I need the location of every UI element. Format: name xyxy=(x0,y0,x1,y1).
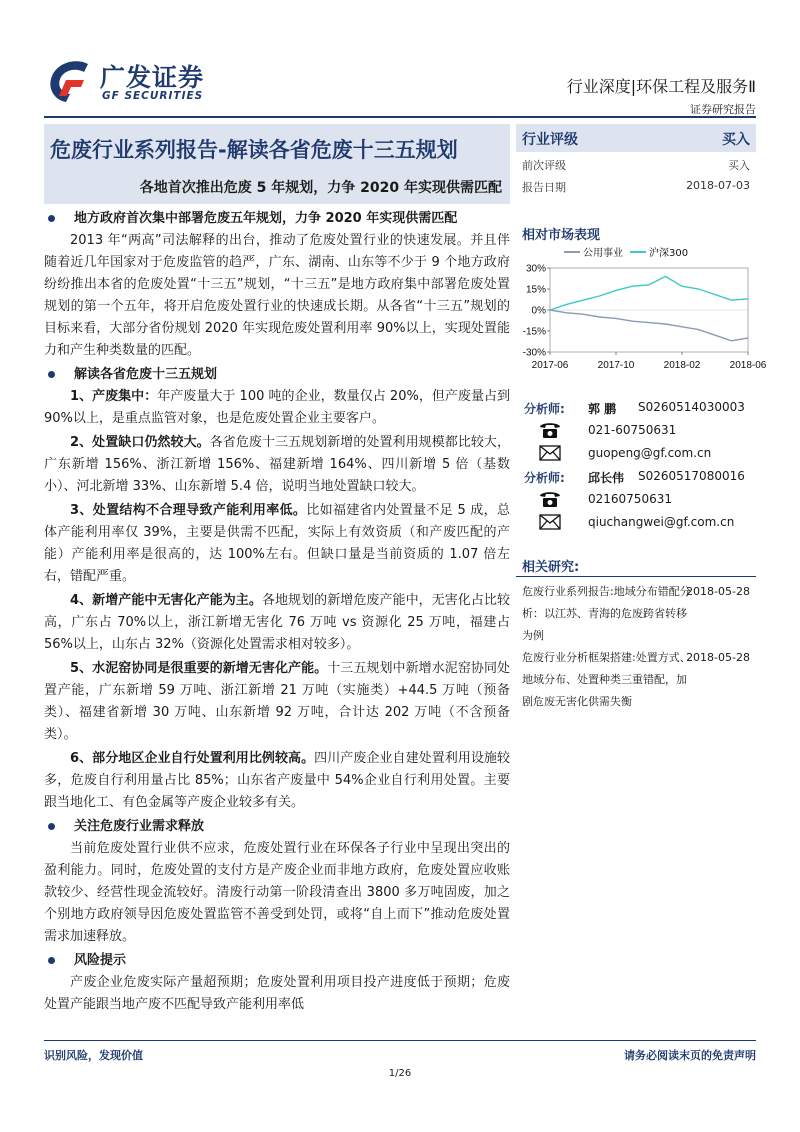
paragraph-lead: 2、处置缺口仍然较大。 xyxy=(70,435,210,450)
y-tick-label: 0% xyxy=(531,305,546,317)
paragraph: 当前危废处置行业供不应求，危废处置行业在环保各子行业中呈现出突出的盈利能力。同时，危废处置的支付方是产废企业而非地方政府，危废处置应收账款较少、经营性现金流较好。清废行动第一阶段清查出 3800 多万吨固废，加之个别地方政府领导因危废处置监管不善受到处罚，或将“自上而下”推动危废处置需求加速释放。 xyxy=(44,841,510,944)
paragraph-text: 比如福建省内处置量不足 5 成，总体产能利用率仅 39%，主要是供需不匹配，实际上有效资质（和产废匹配的产能）产能利用率是很高的，达 100%左右。但缺口量是当前资质的 1.07 倍左右，错配严重。 xyxy=(44,503,511,584)
analyst-phone-row xyxy=(516,419,756,442)
x-tick-label: 2017-06 xyxy=(531,360,569,371)
analyst-email[interactable]: qiuchangwei@gf.com.cn xyxy=(588,515,735,529)
prev-rating-value: 买入 xyxy=(728,159,750,172)
header-right xyxy=(567,74,756,117)
section-heading: 地方政府首次集中部署危废五年规划，力争 2020 年实现供需匹配 xyxy=(44,208,510,230)
paragraph-text: 各地规划的新增危废产能中，无害化占比较高，广东占 70%以上，浙江新增无害化 76 万吨 vs 资源化 25 万吨，福建占 56%以上，山东占 32%（资源化处置需求相对较多）。 xyxy=(44,593,510,652)
paragraph: 2013 年“两高”司法解释的出台，推动了危废处置行业的快速发展。并且伴随着近几年国家对于危废监管的趋严，广东、湖南、山东等不少于 9 个地方政府纷纷推出本省的危废处置“十三五”规划，“十三五”是地方政府集中部署危废处置规划的第一个五年，将开启危废处置行业的快速成长期。从各省“十三五”规划的目标来看，大部分省份规划 2020 年实现危废处置利用率 90%以上，实现处置能力和产生种类数量的匹配。 xyxy=(44,233,510,358)
y-tick-label: 15% xyxy=(525,284,546,296)
paragraph xyxy=(44,500,510,588)
analyst-row xyxy=(516,465,756,488)
paragraph-lead: 1、产废集中： xyxy=(70,389,158,404)
market-performance-chart xyxy=(516,240,767,380)
section-heading: 风险提示 xyxy=(44,950,510,972)
analyst-label: 分析师: xyxy=(524,471,565,485)
analyst-email-row xyxy=(516,511,756,534)
related-item-date: 2018-05-28 xyxy=(686,585,750,598)
paragraph-lead: 5、水泥窑协同是很重要的新增无害化产能。 xyxy=(70,661,328,676)
report-category: 行业深度|环保工程及服务Ⅱ xyxy=(566,77,756,96)
y-tick-label: 30% xyxy=(525,263,546,275)
paragraph-lead: 3、处置结构不合理导致产能利用率低。 xyxy=(70,503,307,518)
x-tick-label: 2018-06 xyxy=(729,360,767,371)
title-box xyxy=(44,124,510,204)
analyst-phone: 021-60750631 xyxy=(588,423,677,437)
analyst-id: S0260517080016 xyxy=(638,469,745,483)
email-icon xyxy=(538,512,562,532)
report-date-label: 报告日期 xyxy=(522,181,566,194)
main-body xyxy=(44,208,510,1018)
footer-divider xyxy=(44,1040,756,1041)
report-type: 证券研究报告 xyxy=(690,103,756,116)
prev-rating-row xyxy=(516,152,756,174)
related-item[interactable] xyxy=(516,581,756,647)
report-subtitle: 各地首次推出危废 5 年规划，力争 2020 年实现供需匹配 xyxy=(139,180,502,196)
paragraph-lead: 4、新增产能中无害化产能为主。 xyxy=(70,593,262,608)
y-tick-label: -30% xyxy=(522,347,546,359)
section-heading: 关注危废行业需求释放 xyxy=(44,816,510,838)
header-divider xyxy=(44,116,756,118)
analyst-phone-row xyxy=(516,488,756,511)
analysts-box xyxy=(516,396,756,534)
related-item-title[interactable]: 危废行业系列报告:地域分布错配分析：以江苏、青海的危废跨省转移为例 xyxy=(522,585,691,642)
report-date-value: 2018-07-03 xyxy=(686,179,750,192)
footer-disclaimer[interactable]: 请务必阅读末页的免责声明 xyxy=(624,1049,756,1062)
y-tick-label: -15% xyxy=(522,326,546,338)
paragraph-text: 四川产废企业自建处置利用设施较多，危废自行利用量占比 85%；山东省产废量中 54%企业自行利用处置。主要跟当地化工、有色金属等产废企业较多有关。 xyxy=(44,751,510,810)
page-number: 1/26 xyxy=(388,1068,412,1079)
rating-value: 买入 xyxy=(722,132,750,148)
footer-slogan: 识别风险，发现价值 xyxy=(44,1049,143,1062)
paragraph xyxy=(44,386,510,430)
analyst-label: 分析师: xyxy=(524,402,565,416)
paragraph-text: 各省危废十三五规划新增的处置利用规模都比较大，广东新增 156%、浙江新增 156%、福建新增 164%、四川新增 5 倍（基数小）、河北新增 33%、山东新增 5.4 倍，说明当地处置缺口较大。 xyxy=(44,435,510,494)
rating-header xyxy=(516,124,756,152)
series-line-1 xyxy=(550,310,748,341)
x-tick-label: 2018-02 xyxy=(663,360,701,371)
analyst-phone: 02160750631 xyxy=(588,492,672,506)
related-divider xyxy=(516,576,756,577)
x-tick-label: 2017-10 xyxy=(597,360,635,371)
gf-logo xyxy=(44,56,214,106)
series-line-2 xyxy=(550,276,748,310)
report-date-row xyxy=(516,174,756,196)
paragraph-text: 年产废量大于 100 吨的企业，数量仅占 20%，但产废量占到 90%以上，是重点监管对象，也是危废处置企业主要客户。 xyxy=(44,389,510,426)
paragraph xyxy=(44,432,510,498)
related-research xyxy=(516,556,756,713)
phone-icon xyxy=(538,489,562,509)
gf-logo-icon xyxy=(44,56,94,106)
logo-text-en: GF SECURITIES xyxy=(102,90,204,102)
legend-label: 沪深300 xyxy=(649,248,689,259)
paragraph xyxy=(44,748,510,814)
section-heading: 解读各省危废十三五规划 xyxy=(44,364,510,386)
rating-label: 行业评级 xyxy=(522,132,578,148)
paragraph-text: 十三五规划中新增水泥窑协同处置产能，广东新增 59 万吨、浙江新增 21 万吨（实施类）+44.5 万吨（预备类）、福建省新增 30 万吨、山东新增 92 万吨，合计达 202 万吨（不含预备类）。 xyxy=(44,661,510,742)
paragraph: 产废企业危废实际产量超预期；危废处置利用项目投产进度低于预期；危废处置产能跟当地产废不匹配导致产能利用率低 xyxy=(44,975,510,1012)
related-title: 相关研究: xyxy=(522,560,580,575)
paragraph-lead: 6、部分地区企业自行处置利用比例较高。 xyxy=(70,751,315,766)
related-item[interactable] xyxy=(516,647,756,713)
email-icon xyxy=(538,443,562,463)
paragraph xyxy=(44,658,510,746)
analyst-id: S0260514030003 xyxy=(638,400,745,414)
report-title: 危废行业系列报告-解读各省危废十三五规划 xyxy=(50,138,458,162)
analyst-email-row xyxy=(516,442,756,465)
related-item-title[interactable]: 危废行业分析框架搭建:处置方式、地域分布、处置种类三重错配，加剧危废无害化供需失衡 xyxy=(522,651,691,708)
paragraph xyxy=(44,590,510,656)
related-item-date: 2018-05-28 xyxy=(686,651,750,664)
market-chart-title: 相对市场表现 xyxy=(522,228,601,243)
phone-icon xyxy=(538,420,562,440)
rating-box xyxy=(516,124,756,196)
analyst-email[interactable]: guopeng@gf.com.cn xyxy=(588,446,712,460)
logo-text-cn: 广发证券 xyxy=(100,63,205,92)
prev-rating-label: 前次评级 xyxy=(522,159,566,172)
analyst-name: 邱长伟 xyxy=(588,471,625,485)
analyst-row xyxy=(516,396,756,419)
legend-label: 公用事业 xyxy=(583,248,623,259)
analyst-name: 郭 鹏 xyxy=(588,402,617,416)
